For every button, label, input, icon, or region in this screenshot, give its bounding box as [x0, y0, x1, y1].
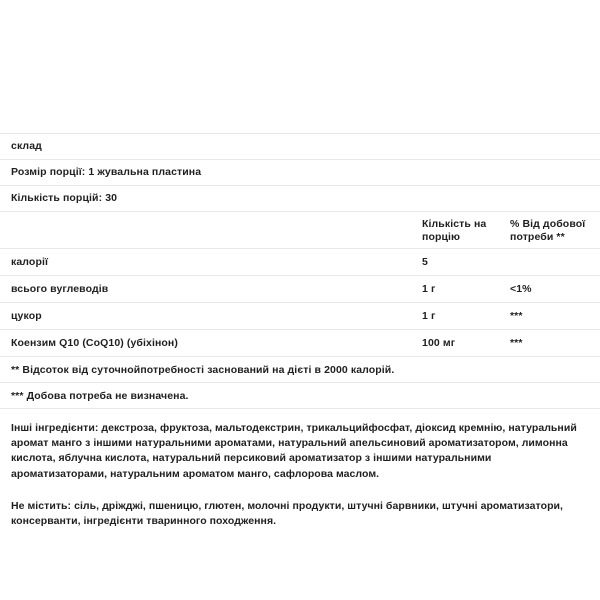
servings-per-container-row: [0, 186, 600, 211]
nutrition-facts-table: [0, 212, 600, 357]
nutrient-amount: 100 мг: [422, 330, 510, 357]
table-row: [0, 276, 600, 303]
table-row: [0, 330, 600, 357]
serving-size-row: [0, 160, 600, 185]
servings-per-container-text: Кількість порцій: 30: [11, 192, 118, 204]
column-header-nutrient: [0, 212, 422, 249]
nutrient-daily-value: ***: [510, 303, 600, 330]
column-header-daily-value: % Від добової потреби **: [510, 212, 600, 249]
footnote-daily-value-text: ** Відсоток від суточнойпотребності заснований на дієті в 2000 калорій.: [11, 363, 395, 376]
nutrient-name: цукор: [0, 303, 422, 330]
table-row: [0, 249, 600, 276]
nutrient-amount: 1 г: [422, 303, 510, 330]
divider-after-footnote-2: [0, 408, 600, 409]
nutrient-name: калорії: [0, 249, 422, 276]
nutrient-name: Коензим Q10 (CoQ10) (убіхінон): [0, 330, 422, 357]
nutrient-amount: 1 г: [422, 276, 510, 303]
nutrient-amount: 5: [422, 249, 510, 276]
column-header-amount-per-serving: Кількість на порцію: [422, 212, 510, 249]
supplement-facts-panel: [0, 133, 600, 529]
nutrient-daily-value: ***: [510, 330, 600, 357]
footnote-not-established-row: [0, 383, 600, 408]
other-ingredients-paragraph: Інші інгредієнти: декстроза, фруктоза, мальтодекстрин, трикальцийфосфат, діоксид кремнію, натуральний аромат манго з іншими натуральними ароматами, натуральний апельсиновий ароматизатором, лимонна кислота, яблучна кислота, натуральний персиковий ароматизатор з іншими натуральними ароматизаторами, натуральним ароматом манго, сафлорова маслом.: [11, 422, 577, 480]
nutrient-name: всього вуглеводів: [0, 276, 422, 303]
table-row: [0, 303, 600, 330]
footnote-daily-value-row: [0, 357, 600, 382]
serving-size-text: Розмір порції: 1 жувальна пластина: [11, 166, 202, 178]
table-header-row: [0, 212, 600, 249]
footnote-not-established-text: *** Добова потреба не визначена.: [11, 389, 189, 402]
section-label-row: [0, 134, 600, 159]
nutrient-daily-value: [510, 249, 600, 276]
section-label: склад: [11, 140, 42, 152]
nutrient-daily-value: <1%: [510, 276, 600, 303]
free-from-paragraph: Не містить: сіль, дріжджі, пшеницю, глютен, молочні продукти, штучні барвники, штучні ароматизатори, консерванти, інгредієнти тваринного походження.: [11, 499, 563, 528]
